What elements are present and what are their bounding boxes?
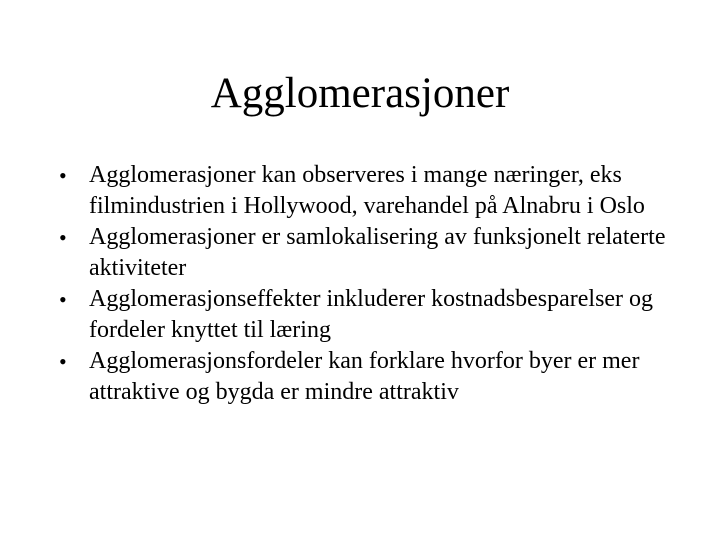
bullet-text-3: Agglomerasjonseffekter inkluderer kostnadsbesparelser og fordeler knyttet til læring xyxy=(89,286,654,343)
bullet-text-4: Agglomerasjonsfordeler kan forklare hvorfor byer er mer attraktive og bygda er mindre attraktiv xyxy=(89,348,640,405)
bullet-dot-icon: • xyxy=(59,349,67,374)
bullet-text-1: Agglomerasjoner kan observeres i mange næringer, eks filmindustrien i Hollywood, varehandel på Alnabru i Oslo xyxy=(89,162,645,219)
bullet-dot-icon: • xyxy=(59,225,67,250)
bullet-list xyxy=(56,160,696,408)
bullet-item-3 xyxy=(56,284,696,346)
bullet-item-2 xyxy=(56,222,696,284)
bullet-text-2: Agglomerasjoner er samlokalisering av funksjonelt relaterte aktiviteter xyxy=(89,224,666,281)
bullet-item-1 xyxy=(56,160,696,222)
bullet-dot-icon: • xyxy=(59,287,67,312)
bullet-dot-icon: • xyxy=(59,163,67,188)
slide-title: Agglomerasjoner xyxy=(210,70,510,117)
bullet-item-4 xyxy=(56,346,696,408)
